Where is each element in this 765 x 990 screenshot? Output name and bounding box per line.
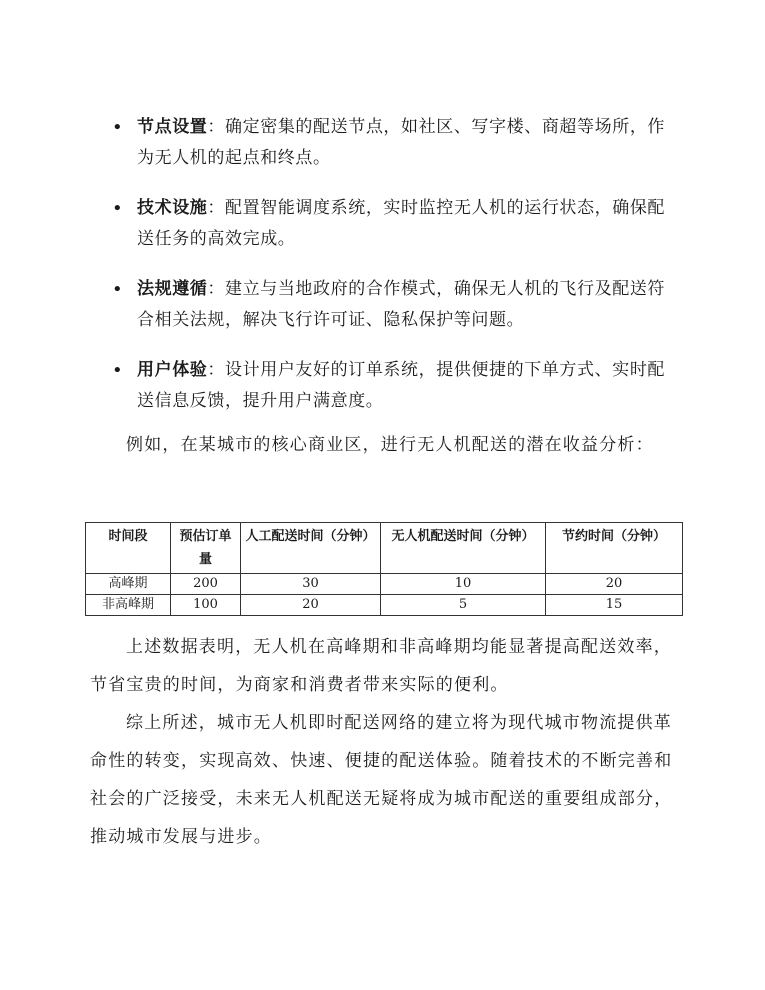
bullet-text: 确定密集的配送节点，如社区、写字楼、商超等场所，作为无人机的起点和终点。 xyxy=(137,117,666,168)
bullet-text: 设计用户友好的订单系统，提供便捷的下单方式、实时配送信息反馈，提升用户满意度。 xyxy=(137,360,666,411)
bullet-text: 配置智能调度系统，实时监控无人机的运行状态，确保配送任务的高效完成。 xyxy=(137,198,666,249)
table-cell: 10 xyxy=(381,574,546,595)
bullet-dot-icon: • xyxy=(112,279,124,300)
bullet-separator: ： xyxy=(207,360,226,380)
example-paragraph: 例如，在某城市的核心商业区，进行无人机配送的潜在收益分析： xyxy=(126,435,654,455)
table-cell: 30 xyxy=(241,574,381,595)
table-cell: 100 xyxy=(171,595,241,616)
bullet-separator: ： xyxy=(207,279,226,299)
bullet-item xyxy=(110,355,670,417)
benefit-table xyxy=(85,522,683,616)
bullet-item xyxy=(110,274,670,336)
bullet-item xyxy=(110,193,670,255)
table-cell: 5 xyxy=(381,595,546,616)
bullet-separator: ： xyxy=(207,198,226,218)
table-row xyxy=(86,574,683,595)
table-cell: 20 xyxy=(241,595,381,616)
bullet-dot-icon: • xyxy=(112,198,124,219)
summary-paragraph: 综上所述，城市无人机即时配送网络的建立将为现代城市物流提供革命性的转变，实现高效、快速、便捷的配送体验。随着技术的不断完善和社会的广泛接受，未来无人机配送无疑将成为城市配送的重要组成部分，推动城市发展与进步。 xyxy=(90,713,673,847)
table-header-cell: 预估订单量 xyxy=(171,523,241,574)
table-header-cell: 无人机配送时间（分钟） xyxy=(381,523,546,574)
bullet-item xyxy=(110,112,670,174)
table-row xyxy=(86,595,683,616)
bullet-term: 法规遵循 xyxy=(137,279,208,299)
bullet-dot-icon: • xyxy=(112,360,124,381)
bullet-term: 节点设置 xyxy=(137,117,208,137)
bullet-dot-icon: • xyxy=(112,117,124,138)
table-cell: 20 xyxy=(546,574,683,595)
bullet-term: 技术设施 xyxy=(137,198,208,218)
table-cell: 非高峰期 xyxy=(86,595,171,616)
table-cell: 15 xyxy=(546,595,683,616)
bullet-term: 用户体验 xyxy=(137,360,208,380)
table-header-cell: 时间段 xyxy=(86,523,171,574)
table-cell: 高峰期 xyxy=(86,574,171,595)
table-header-row xyxy=(86,523,683,574)
table-header-cell: 人工配送时间（分钟） xyxy=(241,523,381,574)
bullet-list xyxy=(110,112,670,436)
result-paragraph: 上述数据表明，无人机在高峰期和非高峰期均能显著提高配送效率，节省宝贵的时间，为商家和消费者带来实际的便利。 xyxy=(90,637,672,695)
table-header-cell: 节约时间（分钟） xyxy=(546,523,683,574)
bullet-separator: ： xyxy=(207,117,226,137)
table-cell: 200 xyxy=(171,574,241,595)
bullet-text: 建立与当地政府的合作模式，确保无人机的飞行及配送符合相关法规，解决飞行许可证、隐私保护等问题。 xyxy=(137,279,666,330)
